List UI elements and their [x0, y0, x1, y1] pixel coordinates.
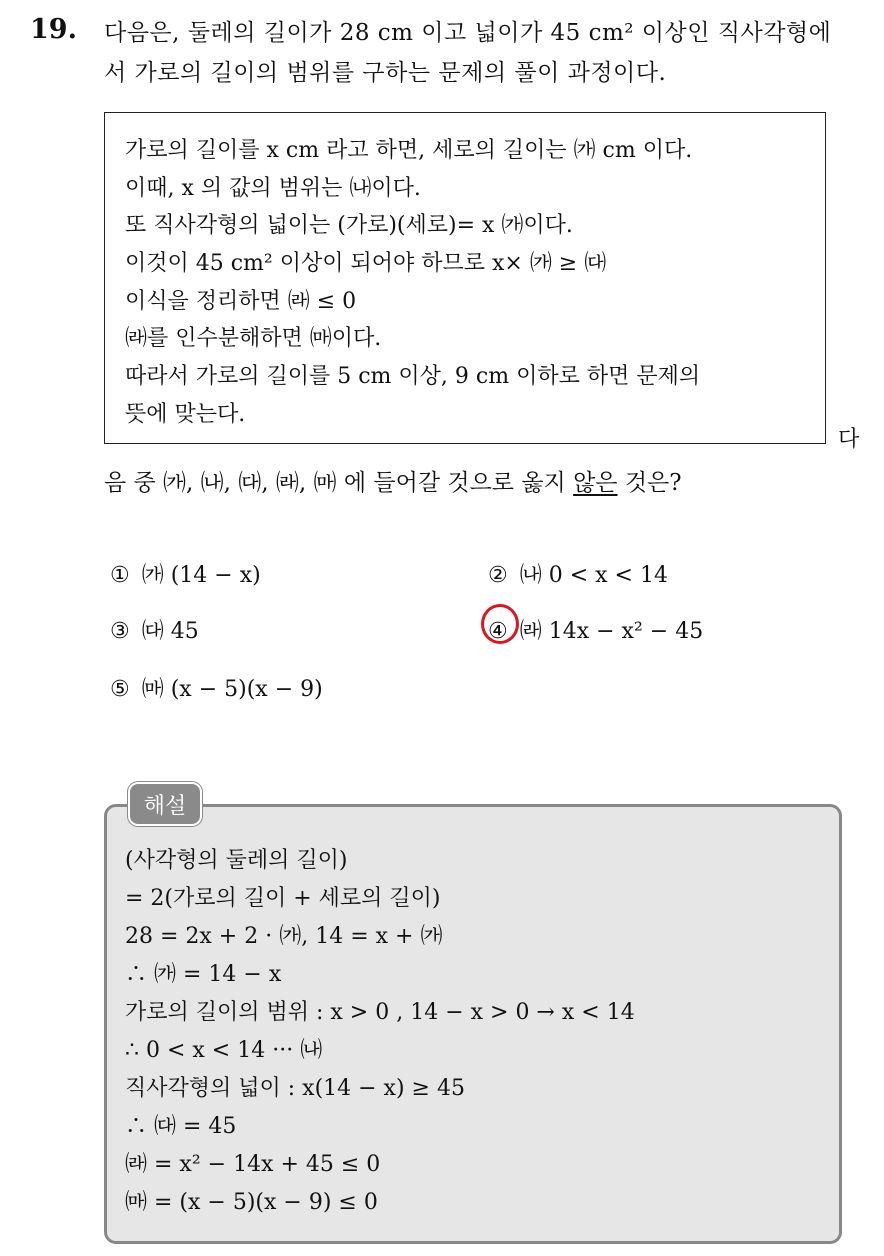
choice-3-text: ㈐ 45 [141, 619, 199, 644]
choice-2-number: ② [488, 563, 508, 588]
solution-line-7: 직사각형의 넓이 : x(14 − x) ≥ 45 [125, 1076, 465, 1101]
answer-mark-circle [481, 604, 519, 644]
solution-line-1: (사각형의 둘레의 길이) [125, 848, 348, 873]
solution-line-5: 가로의 길이의 범위 : x > 0 , 14 − x > 0 → x < 14 [125, 1000, 635, 1025]
solution-line-3: 28 = 2x + 2 · ㈎, 14 = x + ㈎ [125, 924, 443, 949]
choice-4[interactable] [488, 614, 703, 645]
box-line-4: 이것이 45 cm² 이상이 되어야 하므로 x× ㈎ ≥ ㈐ [125, 251, 607, 276]
box-line-1: 가로의 길이를 x cm 라고 하면, 세로의 길이는 ㈎ cm 이다. [125, 138, 693, 163]
choice-3[interactable] [110, 614, 199, 645]
question-number: 19. [30, 14, 77, 45]
question-prompt [104, 464, 682, 497]
solution-label: 해설 [128, 782, 202, 826]
solution-line-2: = 2(가로의 길이 + 세로의 길이) [125, 886, 441, 911]
choice-3-number: ③ [110, 619, 130, 644]
trailing-char: 다 [838, 427, 860, 452]
choice-1-text: ㈎ (14 − x) [141, 563, 261, 588]
choice-2-text: ㈏ 0 < x < 14 [519, 563, 668, 588]
choice-1-number: ① [110, 563, 130, 588]
prompt-underlined: 않은 [573, 470, 618, 496]
solution-line-6: ∴ 0 < x < 14 ··· ㈏ [125, 1038, 323, 1063]
choice-4-number: ④ [488, 619, 508, 644]
box-line-2: 이때, x 의 값의 범위는 ㈏이다. [125, 176, 421, 201]
choice-5-number: ⑤ [110, 677, 130, 702]
box-line-5: 이식을 정리하면 ㈑ ≤ 0 [125, 289, 357, 314]
question-stem-line-1: 다음은, 둘레의 길이가 28 cm 이고 넓이가 45 cm² 이상인 직사각형에 [104, 20, 832, 46]
derivation-box [104, 112, 826, 444]
prompt-after: 것은? [617, 470, 682, 496]
solution-line-8: ∴ ㈐ = 45 [125, 1114, 237, 1139]
question-stem-line-2: 서 가로의 길이의 범위를 구하는 문제의 풀이 과정이다. [104, 60, 667, 86]
choice-2[interactable] [488, 558, 668, 589]
choice-5[interactable] [110, 672, 323, 703]
choice-5-text: ㈒ (x − 5)(x − 9) [141, 677, 323, 702]
solution-line-10: ㈒ = (x − 5)(x − 9) ≤ 0 [125, 1190, 378, 1215]
choice-1[interactable] [110, 558, 261, 589]
box-line-8: 뜻에 맞는다. [125, 402, 246, 427]
choice-4-text: ㈑ 14x − x² − 45 [519, 619, 704, 644]
solution-line-4: ∴ ㈎ = 14 − x [125, 962, 282, 987]
prompt-before: 음 중 ㈎, ㈏, ㈐, ㈑, ㈒ 에 들어갈 것으로 옳지 [104, 470, 574, 496]
box-line-3: 또 직사각형의 넓이는 (가로)(세로)= x ㈎이다. [125, 213, 573, 238]
solution-box [104, 804, 842, 1244]
box-line-7: 따라서 가로의 길이를 5 cm 이상, 9 cm 이하로 하면 문제의 [125, 364, 701, 389]
solution-line-9: ㈑ = x² − 14x + 45 ≤ 0 [125, 1152, 381, 1177]
box-line-6: ㈑를 인수분해하면 ㈒이다. [125, 326, 382, 351]
